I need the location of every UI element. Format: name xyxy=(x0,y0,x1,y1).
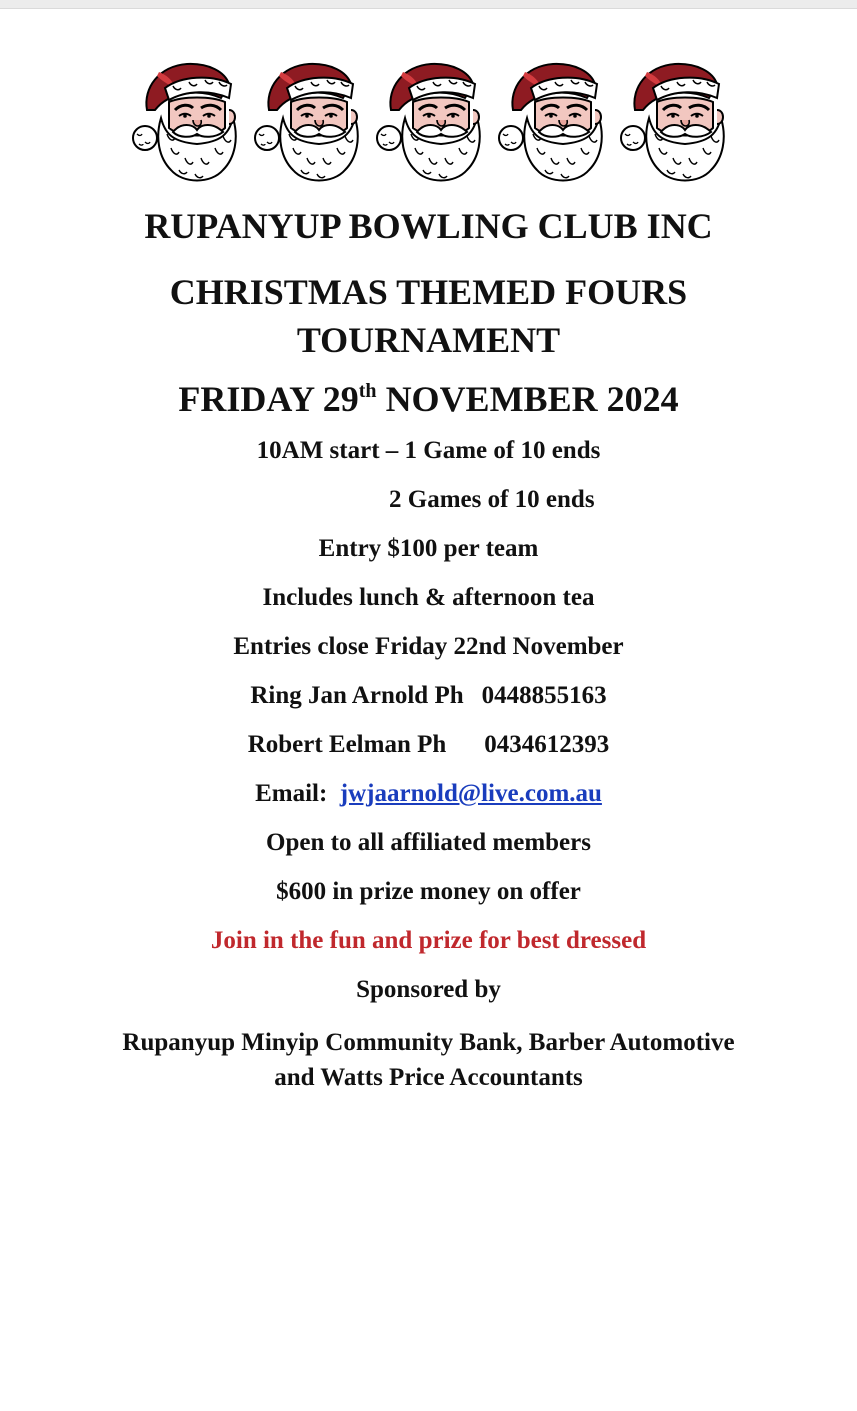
santa-decoration-row xyxy=(0,58,857,188)
sponsors-line2: and Watts Price Accountants xyxy=(274,1064,583,1091)
event-title-line1: CHRISTMAS THEMED FOURS xyxy=(169,272,688,312)
includes-line: Includes lunch & afternoon tea xyxy=(262,584,595,611)
santa-face-icon xyxy=(251,58,363,188)
santa-face-icon xyxy=(129,58,241,188)
contact-robert-name: Robert Eelman Ph xyxy=(247,731,447,758)
date-suffix: th xyxy=(358,380,377,402)
date-month-year: NOVEMBER 2024 xyxy=(385,379,679,419)
sponsored-by-label: Sponsored by xyxy=(356,976,501,1003)
open-to-line: Open to all affiliated members xyxy=(266,829,591,856)
date-day: FRIDAY 29 xyxy=(178,379,359,419)
email-label: Email: xyxy=(255,780,328,807)
prize-money-line: $600 in prize money on offer xyxy=(276,878,581,905)
santa-face-icon xyxy=(373,58,485,188)
event-date-heading xyxy=(0,378,857,420)
contact-jan-name: Ring Jan Arnold Ph xyxy=(250,682,464,709)
games-line: 2 Games of 10 ends xyxy=(389,486,595,513)
event-title-line2: TOURNAMENT xyxy=(296,320,561,360)
entries-close-line: Entries close Friday 22nd November xyxy=(233,633,624,660)
contact-robert-phone: 0434612393 xyxy=(484,731,610,758)
start-time-line: 10AM start – 1 Game of 10 ends xyxy=(256,437,601,464)
best-dressed-line: Join in the fun and prize for best dressed xyxy=(210,927,647,954)
email-line xyxy=(0,780,857,808)
club-name-heading: RUPANYUP BOWLING CLUB INC xyxy=(144,206,713,246)
entry-fee-line: Entry $100 per team xyxy=(318,535,539,562)
email-link[interactable]: jwjaarnold@live.com.au xyxy=(339,780,602,807)
contact-robert-line xyxy=(0,731,857,759)
sponsors-text xyxy=(0,1025,857,1095)
santa-face-icon xyxy=(617,58,729,188)
contact-jan-line xyxy=(0,682,857,710)
top-border xyxy=(0,0,857,9)
sponsors-line1: Rupanyup Minyip Community Bank, Barber Automotive xyxy=(122,1029,735,1056)
event-title-heading xyxy=(0,268,857,364)
contact-jan-phone: 0448855163 xyxy=(481,682,607,709)
santa-face-icon xyxy=(495,58,607,188)
